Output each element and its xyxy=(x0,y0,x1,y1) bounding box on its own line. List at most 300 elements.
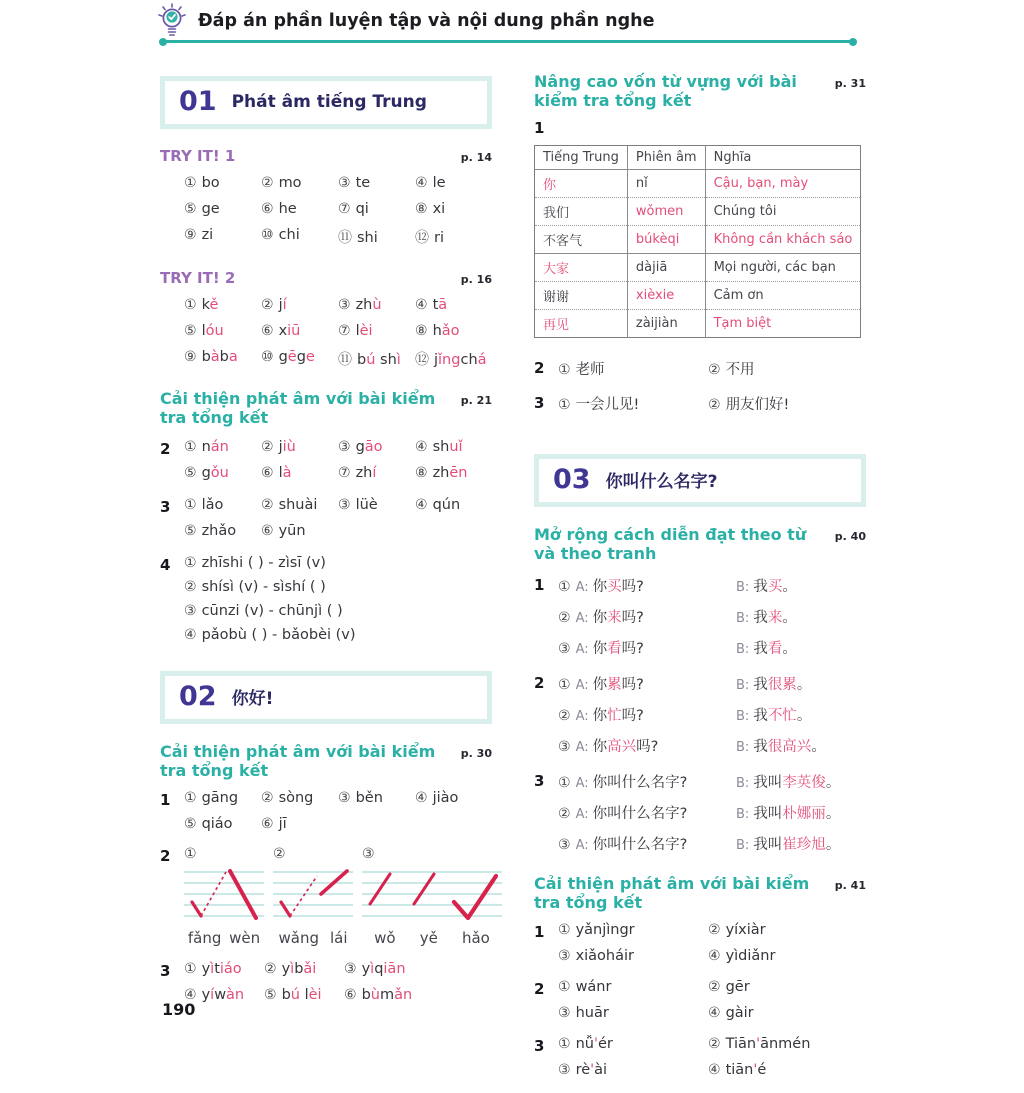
circled-number: ① xyxy=(558,979,571,995)
improve41-page-ref: p. 41 xyxy=(834,879,866,892)
lightbulb-check-icon xyxy=(156,3,188,39)
dialog-line-b: B: 我不忙。 xyxy=(736,708,812,724)
circled-number: ⑥ xyxy=(261,323,274,339)
highlight-text: 再见 xyxy=(543,318,570,333)
highlight-text: 李英俊 xyxy=(782,775,826,791)
circled-number: ③ xyxy=(338,497,351,513)
highlight-text: 很累 xyxy=(767,677,797,693)
pinyin-grid xyxy=(558,1036,866,1078)
answer-item: ① kě xyxy=(184,297,219,313)
tryit2-page-ref: p. 16 xyxy=(460,273,492,286)
tone-word: fǎng xyxy=(187,929,222,947)
table-cell xyxy=(627,198,705,226)
circled-number: ⑤ xyxy=(184,465,197,481)
improve21-heading xyxy=(160,389,492,427)
highlight-text: 买 xyxy=(767,579,783,595)
circled-number: ⑤ xyxy=(184,523,197,539)
speaker-b-label: B: xyxy=(736,740,750,755)
answer-item: ④ yíwàn xyxy=(184,987,245,1003)
circled-number: ⑤ xyxy=(184,201,197,217)
circled-number: ⑥ xyxy=(261,816,274,832)
highlight-text: ì xyxy=(396,352,401,368)
answer-item: ⑩ gēge xyxy=(261,349,315,365)
circled-number: ② xyxy=(261,497,274,513)
highlight-text: ' xyxy=(590,1062,595,1078)
circled-number: ③ xyxy=(558,948,571,964)
highlight-text: ì xyxy=(370,961,375,977)
dialog-line-a: ① A: 你叫什么名字? xyxy=(558,775,688,791)
answer-item: ④ shuǐ xyxy=(415,439,463,455)
highlight-text: 买 xyxy=(607,579,622,595)
circled-number: ① xyxy=(184,175,197,191)
diagram-number: ① xyxy=(184,846,197,862)
pinyin-group xyxy=(534,979,866,1021)
exercise-3r xyxy=(534,393,866,414)
answer-item: ② sòng xyxy=(261,790,314,806)
highlight-text: āo xyxy=(364,439,383,455)
speaker-b-label: B: xyxy=(736,838,750,853)
exercise-3b xyxy=(160,961,492,1003)
highlight-text: 朴娜丽 xyxy=(782,806,826,822)
highlight-text: 累 xyxy=(607,677,622,693)
pinyin-group xyxy=(534,922,866,964)
answer-item: ⑫ jǐngchá xyxy=(415,352,487,368)
highlight-text: á xyxy=(477,352,487,368)
highlight-text: Cậu, bạn, mày xyxy=(713,176,809,191)
circled-number: ⑩ xyxy=(261,227,274,243)
circled-number: ⑨ xyxy=(184,227,197,243)
tone-diagram-3 xyxy=(362,846,502,947)
right-column xyxy=(534,72,866,1093)
improve21-page-ref: p. 21 xyxy=(460,394,492,407)
column-header: Phiên âm xyxy=(627,146,705,170)
circled-number: ② xyxy=(708,397,721,413)
dialog-line-b: B: 我买。 xyxy=(736,579,797,595)
circled-number: ① xyxy=(558,397,571,413)
speaker-b-label: B: xyxy=(736,642,750,657)
circled-number: ③ xyxy=(338,297,351,313)
circled-number: ② xyxy=(264,961,277,977)
exercise-number: 3 xyxy=(160,498,171,516)
highlight-text: 崔珍旭 xyxy=(782,837,826,853)
answer-item: ⑥ xiū xyxy=(261,323,301,339)
highlight-text: án xyxy=(210,439,229,455)
dialog-rows xyxy=(558,771,866,854)
exercise-number: 2 xyxy=(534,674,545,692)
highlight-text: Không cần khách sáo xyxy=(713,232,853,247)
answer-item: ⑤ bú lèi xyxy=(264,987,322,1003)
circled-number: ③ xyxy=(344,961,357,977)
table-cell xyxy=(627,226,705,254)
header-divider xyxy=(163,40,853,43)
column-header: Tiếng Trung xyxy=(543,150,619,165)
answer-item: ③ gāo xyxy=(338,439,383,455)
exercise-number: 3 xyxy=(534,772,545,790)
answer-item: ⑤ ge xyxy=(184,201,220,217)
highlight-text: Tạm biệt xyxy=(713,316,772,331)
circled-number: ③ xyxy=(558,739,571,755)
tryit1-page-ref: p. 14 xyxy=(460,151,492,164)
table-cell: dàjiā xyxy=(627,254,705,282)
answer-item: ⑤ zhǎo xyxy=(184,523,237,539)
highlight-text: 不忙 xyxy=(767,708,797,724)
exercise-2r-grid xyxy=(558,358,866,379)
section-number: 03 xyxy=(553,464,591,495)
pinyin-grid xyxy=(558,922,866,964)
table-cell xyxy=(705,226,861,254)
highlight-text: uǐ xyxy=(449,439,463,455)
highlight-text: óu xyxy=(205,323,224,339)
highlight-text: ú xyxy=(366,352,376,368)
tryit2-heading xyxy=(160,269,492,287)
tone-word: hǎo xyxy=(461,929,490,947)
circled-number: ⑫ xyxy=(415,352,429,368)
highlight-text: a xyxy=(228,349,238,365)
table-cell: 我们 xyxy=(543,206,570,221)
exercise-3-grid xyxy=(184,497,492,539)
page-title: Đáp án phần luyện tập và nội dung phần nghe xyxy=(198,11,655,31)
answer-item: ⑫ ri xyxy=(415,230,444,246)
circled-number: ⑨ xyxy=(184,349,197,365)
tone-word: wǒ xyxy=(374,929,396,947)
answer-item: ④ pǎobù ( ) - bǎobèi (v) xyxy=(184,627,356,643)
table-cell: 不客气 xyxy=(543,234,583,249)
circled-number: ④ xyxy=(184,987,197,1003)
highlight-text: 来 xyxy=(767,610,783,626)
highlight-text: ǎo xyxy=(441,323,460,339)
exercise-number: 1 xyxy=(534,923,545,941)
circled-number: ③ xyxy=(338,790,351,806)
table-row xyxy=(535,254,861,282)
column-header: Nghĩa xyxy=(705,146,861,170)
circled-number: ② xyxy=(261,297,274,313)
circled-number: ③ xyxy=(558,1062,571,1078)
dialog-group xyxy=(534,575,866,658)
answer-item: ④ qún xyxy=(415,497,461,513)
answer-item: ⑥ jī xyxy=(261,816,287,832)
highlight-text: 来 xyxy=(607,610,622,626)
answer-item: ① wánr xyxy=(558,979,612,995)
answer-item: ② yíxiàr xyxy=(708,922,766,938)
tone-diagrams xyxy=(184,846,502,947)
circled-number: ① xyxy=(558,579,571,595)
answer-item: ③ te xyxy=(338,175,371,191)
circled-number: ① xyxy=(184,555,197,571)
answer-item: ③ rè'ài xyxy=(558,1062,608,1078)
exercise-4 xyxy=(160,555,492,643)
tryit1-grid xyxy=(184,175,492,247)
answer-item: ⑨ zi xyxy=(184,227,214,243)
exercise-number: 2 xyxy=(160,847,171,865)
circled-number: ① xyxy=(558,922,571,938)
tone-contour-falling xyxy=(184,864,264,926)
highlight-text: 看 xyxy=(767,641,783,657)
table-row xyxy=(535,170,861,198)
highlight-text: iān xyxy=(383,961,406,977)
highlight-text: búkèqi xyxy=(635,232,680,247)
dialog-line-b: B: 我很高兴。 xyxy=(736,739,826,755)
circled-number: ① xyxy=(558,1036,571,1052)
answer-item: ② gēr xyxy=(708,979,750,995)
answer-item: ⑧ xi xyxy=(415,201,446,217)
pinyin-grid xyxy=(558,979,866,1021)
answer-item: ③ běn xyxy=(338,790,383,806)
speaker-b-label: B: xyxy=(736,580,750,595)
highlight-text: ā xyxy=(438,297,448,313)
speaker-a-label: A: xyxy=(575,709,589,724)
tone-word: wǎng xyxy=(278,929,319,947)
circled-number: ⑩ xyxy=(261,349,274,365)
vocab-table xyxy=(534,145,861,338)
table-cell xyxy=(535,310,628,338)
circled-number: ⑦ xyxy=(338,323,351,339)
circled-number: ③ xyxy=(558,1005,571,1021)
highlight-text: ú xyxy=(290,987,300,1003)
answer-item: ⑥ bùmǎn xyxy=(344,987,413,1003)
answer-item: ② 不用 xyxy=(708,362,755,378)
exercise-number: 3 xyxy=(534,394,545,412)
answer-item: ② shísì (v) - sìshí ( ) xyxy=(184,579,326,595)
tryit1-heading xyxy=(160,147,492,165)
answer-item: ③ xiǎoháir xyxy=(558,948,634,964)
improve30-heading xyxy=(160,742,492,780)
exercise-number: 3 xyxy=(534,1037,545,1055)
circled-number: ① xyxy=(184,961,197,977)
circled-number: ① xyxy=(184,439,197,455)
circled-number: ⑧ xyxy=(415,465,428,481)
dialog-line-a: ② A: 你叫什么名字? xyxy=(558,806,688,822)
circled-number: ⑥ xyxy=(261,201,274,217)
table-cell xyxy=(535,254,628,282)
circled-number: ④ xyxy=(184,627,197,643)
circled-number: ① xyxy=(558,362,571,378)
table-cell: Chúng tôi xyxy=(705,198,861,226)
table-cell xyxy=(535,170,628,198)
exercise-4-list xyxy=(184,555,492,643)
highlight-text: èi xyxy=(359,323,373,339)
circled-number: ② xyxy=(708,979,721,995)
answer-item: ④ gàir xyxy=(708,1005,754,1021)
circled-number: ① xyxy=(184,790,197,806)
circled-number: ① xyxy=(184,297,197,313)
exercise-1-grid xyxy=(184,790,492,832)
improve41-groups xyxy=(534,922,866,1078)
circled-number: ③ xyxy=(184,603,197,619)
dialog-line-b: B: 我看。 xyxy=(736,641,797,657)
highlight-text: wǒmen xyxy=(635,204,684,219)
section-title: Phát âm tiếng Trung xyxy=(231,91,427,112)
table-cell: Cảm ơn xyxy=(705,282,861,310)
circled-number: ⑤ xyxy=(184,323,197,339)
table-row xyxy=(535,310,861,338)
answer-item: ② yìbǎi xyxy=(264,961,317,977)
circled-number: ② xyxy=(708,922,721,938)
answer-item: ① gāng xyxy=(184,790,239,806)
dialog-line-a: ① A: 你累吗? xyxy=(558,677,644,693)
exercise-2r xyxy=(534,358,866,379)
highlight-text: 很高兴 xyxy=(767,739,812,755)
highlight-text: í xyxy=(372,465,377,481)
circled-number: ⑦ xyxy=(338,465,351,481)
dialog-line-b: B: 我叫李英俊。 xyxy=(736,775,841,791)
dialog-rows xyxy=(558,673,866,756)
highlight-text: à xyxy=(282,465,292,481)
answer-item: ② Tiān'ānmén xyxy=(708,1036,811,1052)
highlight-text: ù xyxy=(372,297,382,313)
answer-item: ① nán xyxy=(184,439,229,455)
dialog-group xyxy=(534,673,866,756)
speaker-a-label: A: xyxy=(575,678,589,693)
answer-item: ⑥ là xyxy=(261,465,292,481)
expand40-page-ref: p. 40 xyxy=(834,530,866,543)
improve21-label: Cải thiện phát âm với bài kiểm tra tổng kết xyxy=(160,389,436,427)
answer-item: ① 一会儿见! xyxy=(558,397,640,413)
diagram-number: ② xyxy=(273,846,286,862)
speaker-a-label: A: xyxy=(575,580,589,595)
circled-number: ⑥ xyxy=(261,523,274,539)
circled-number: ④ xyxy=(708,948,721,964)
circled-number: ② xyxy=(261,439,274,455)
exercise-number: 2 xyxy=(160,440,171,458)
improve30-page-ref: p. 30 xyxy=(460,747,492,760)
tone-diagram-2 xyxy=(273,846,353,947)
answer-item: ⑥ he xyxy=(261,201,297,217)
exercise-number: 3 xyxy=(160,962,171,980)
tone-contour-rising xyxy=(273,864,353,926)
circled-number: ② xyxy=(558,806,571,822)
circled-number: ④ xyxy=(415,439,428,455)
answer-item: ⑪ bú shì xyxy=(338,352,401,368)
table-cell: nǐ xyxy=(627,170,705,198)
highlight-text: í xyxy=(282,297,287,313)
highlight-text: iù xyxy=(282,439,296,455)
highlight-text: 大家 xyxy=(543,262,570,277)
speaker-a-label: A: xyxy=(575,740,589,755)
tryit2-grid xyxy=(184,297,492,369)
circled-number: ④ xyxy=(708,1005,721,1021)
answer-item: ① yǎnjìngr xyxy=(558,922,635,938)
exercise-number: 2 xyxy=(534,359,545,377)
speaker-a-label: A: xyxy=(575,776,589,791)
pinyin-group xyxy=(534,1036,866,1078)
left-column xyxy=(160,76,492,1003)
circled-number: ⑧ xyxy=(415,323,428,339)
highlight-text: ǐng xyxy=(438,352,461,368)
highlight-text: 高兴 xyxy=(607,739,637,755)
answer-item: ② jiù xyxy=(261,439,296,455)
dialog-line-a: ③ A: 你叫什么名字? xyxy=(558,837,688,853)
speaker-b-label: B: xyxy=(736,611,750,626)
page-number: 190 xyxy=(162,1000,196,1019)
highlight-text: ǒu xyxy=(210,465,229,481)
page-header xyxy=(156,3,654,39)
answer-item: ③ zhù xyxy=(338,297,382,313)
speaker-b-label: B: xyxy=(736,678,750,693)
highlight-text: ǎn xyxy=(394,987,413,1003)
speaker-b-label: B: xyxy=(736,807,750,822)
speaker-a-label: A: xyxy=(575,838,589,853)
expand40-heading xyxy=(534,525,866,563)
table-header-row xyxy=(535,146,861,170)
circled-number: ⑦ xyxy=(338,201,351,217)
tone-diagram-1 xyxy=(184,846,264,947)
section-number: 01 xyxy=(179,86,217,117)
tryit2-label: TRY IT! 2 xyxy=(160,269,236,287)
answer-item: ⑥ yūn xyxy=(261,523,306,539)
speaker-b-label: B: xyxy=(736,776,750,791)
circled-number: ⑪ xyxy=(338,230,352,246)
circled-number: ② xyxy=(708,1036,721,1052)
highlight-text: ē xyxy=(287,349,297,365)
table-cell: 谢谢 xyxy=(543,290,570,305)
highlight-text: e xyxy=(305,349,315,365)
tone-word: lái xyxy=(329,929,348,947)
answer-item: ④ tā xyxy=(415,297,448,313)
answer-item: ① zhīshi ( ) - zìsī (v) xyxy=(184,555,326,571)
exercise-2-tones xyxy=(160,846,492,947)
dialog-groups xyxy=(534,575,866,854)
exercise-2 xyxy=(160,439,492,481)
table-cell xyxy=(705,310,861,338)
answer-item: ① 老师 xyxy=(558,362,605,378)
table-cell xyxy=(627,282,705,310)
highlight-text: ù xyxy=(370,987,380,1003)
highlight-text: ' xyxy=(593,1036,598,1052)
circled-number: ② xyxy=(558,708,571,724)
exercise-1 xyxy=(160,790,492,832)
answer-item: ④ tiān'é xyxy=(708,1062,767,1078)
answer-item: ⑤ lóu xyxy=(184,323,224,339)
circled-number: ③ xyxy=(338,439,351,455)
circled-number: ③ xyxy=(338,175,351,191)
section-03-box xyxy=(534,454,866,507)
answer-item: ① bo xyxy=(184,175,220,191)
highlight-text: ǎi xyxy=(303,961,317,977)
highlight-text: ì xyxy=(290,961,295,977)
exercise-number: 1 xyxy=(534,576,545,594)
circled-number: ④ xyxy=(415,297,428,313)
dialog-line-b: B: 我叫崔珍旭。 xyxy=(736,837,841,853)
answer-item: ③ yìqiān xyxy=(344,961,406,977)
circled-number: ② xyxy=(558,610,571,626)
dialog-line-b: B: 我来。 xyxy=(736,610,797,626)
highlight-text: 你 xyxy=(543,178,557,193)
exercise-3b-grid xyxy=(184,961,424,1003)
vocab31-heading xyxy=(534,72,866,110)
answer-item: ⑦ qi xyxy=(338,201,369,217)
answer-item: ⑨ bàba xyxy=(184,349,238,365)
tone-word: wèn xyxy=(229,929,261,947)
tone-contour-check xyxy=(362,864,502,926)
section-02-box xyxy=(160,671,492,724)
vocab31-page-ref: p. 31 xyxy=(834,77,866,90)
exercise-2-grid xyxy=(184,439,492,481)
exercise-number: 4 xyxy=(160,556,171,574)
vocab31-label: Nâng cao vốn từ vựng với bài kiểm tra tổng kết xyxy=(534,72,797,110)
answer-item: ⑤ gǒu xyxy=(184,465,229,481)
answer-item: ① nǚ'ér xyxy=(558,1036,613,1052)
highlight-text: èi xyxy=(308,987,322,1003)
circled-number: ② xyxy=(261,790,274,806)
circled-number: ④ xyxy=(415,175,428,191)
improve41-heading xyxy=(534,874,866,912)
tone-word: yě xyxy=(419,929,438,947)
answer-item: ② shuài xyxy=(261,497,318,513)
tryit1-label: TRY IT! 1 xyxy=(160,147,236,165)
dialog-line-a: ② A: 你忙吗? xyxy=(558,708,644,724)
exercise-number: 1 xyxy=(534,119,545,137)
circled-number: ① xyxy=(184,497,197,513)
